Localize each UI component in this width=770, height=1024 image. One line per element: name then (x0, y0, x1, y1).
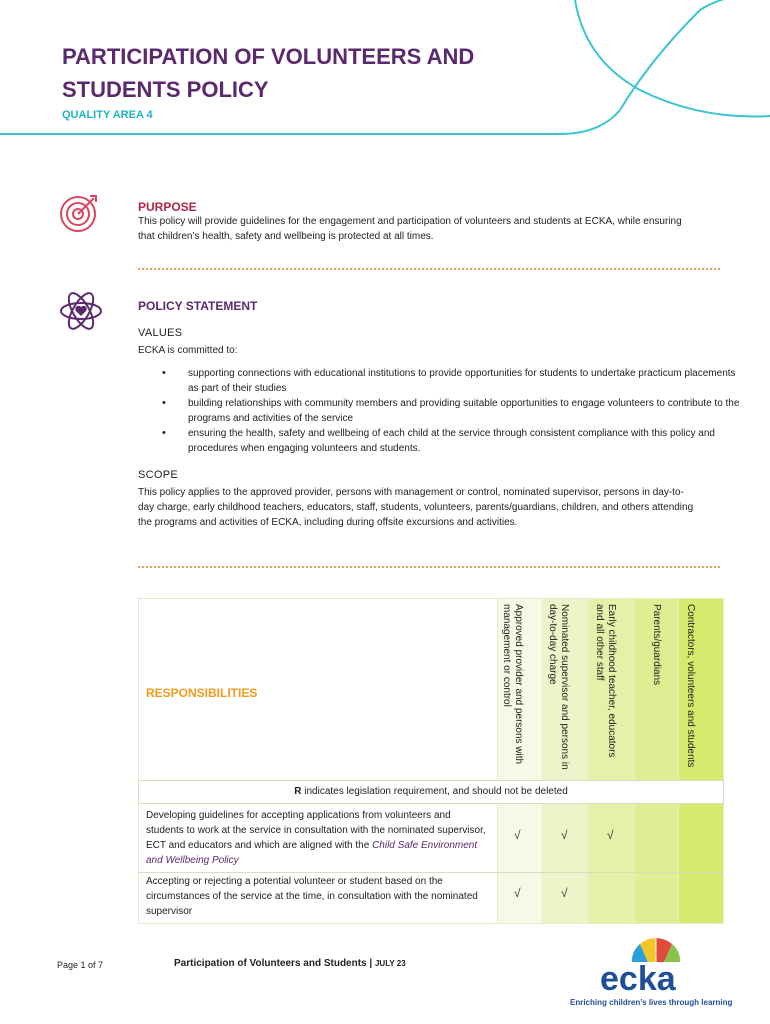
column-header: Nominated supervisor and persons in day-to-day charge (547, 604, 570, 770)
list-item: • ensuring the health, safety and wellbeing of each child at the service through consistent compliance with this policy and procedures when engaging volunteers and students. (188, 426, 748, 456)
responsibilities-table (138, 598, 724, 924)
atom-heart-icon (58, 288, 104, 334)
section-divider (138, 268, 720, 270)
ecka-logo (570, 936, 740, 998)
check-mark: √ (607, 828, 614, 842)
values-label: VALUES (138, 327, 183, 339)
column-header: Contractors, volunteers and students (685, 604, 696, 768)
check-mark: √ (514, 828, 521, 842)
section-divider (138, 566, 720, 568)
values-intro: ECKA is committed to: (138, 345, 238, 356)
page-title: PARTICIPATION OF VOLUNTEERS AND STUDENTS POLICY (62, 44, 475, 102)
legend-row (138, 780, 724, 804)
logo-text: ecka (600, 960, 676, 998)
footer-date: JULY 23 (374, 959, 406, 968)
scope-label: SCOPE (138, 469, 179, 481)
purpose-text: This policy will provide guidelines for the engagement and participation of volunteers and students at ECKA, while ensuring that children’s health, safety and wellbeing is protected at all times. (138, 216, 682, 242)
check-mark: √ (561, 828, 568, 842)
column-header: Early childhood teacher, educators and all other staff (594, 604, 617, 758)
target-icon (58, 192, 100, 234)
row-text-main: Developing guidelines for accepting applications from volunteers and students to work at the service in consultation with the nominated supervisor, ECT and educators and which are aligned with the (146, 810, 486, 851)
policy-statement-heading: POLICY STATEMENT (138, 299, 258, 313)
footer-doc-title: Participation of Volunteers and Students | (174, 958, 373, 969)
policy-reference: Child Safe Environment and Wellbeing Policy (146, 840, 478, 866)
footer-title (174, 958, 406, 969)
table-row (138, 804, 724, 873)
list-item: • supporting connections with educational institutions to provide opportunities for students to undertake practicum placements as part of their studies (188, 366, 748, 396)
quality-area-label: QUALITY AREA 4 (62, 109, 153, 121)
values-list (138, 366, 748, 456)
column-header: Approved provider and persons with management or control (501, 604, 524, 765)
table-row (138, 872, 724, 924)
scope-text: This policy applies to the approved provider, persons with management or control, nominated supervisor, persons in day-to-day charge, early childhood teachers, educators, staff, students, volunteers, parents/guardians, children, and others attending the programs and activities of ECKA, including during offsite excursions and activities. (138, 487, 694, 528)
tagline: Enriching children’s lives through learning (570, 998, 733, 1007)
list-item: • building relationships with community members and providing suitable opportunities to engage volunteers to contribute to the programs and activities of the service (188, 396, 748, 426)
legend-text: indicates legislation requirement, and should not be deleted (301, 786, 568, 797)
responsibilities-heading: RESPONSIBILITIES (146, 686, 258, 700)
check-mark: √ (514, 886, 521, 900)
purpose-heading: PURPOSE (138, 200, 197, 214)
legend-marker: R (294, 786, 302, 797)
page-number: Page 1 of 7 (57, 960, 104, 970)
row-text (146, 808, 486, 868)
check-mark: √ (561, 886, 568, 900)
column-header: Parents/guardians (651, 604, 662, 686)
row-text: Accepting or rejecting a potential volunteer or student based on the circumstances of the service at the time, in consultation with the nominated supervisor (146, 876, 478, 917)
